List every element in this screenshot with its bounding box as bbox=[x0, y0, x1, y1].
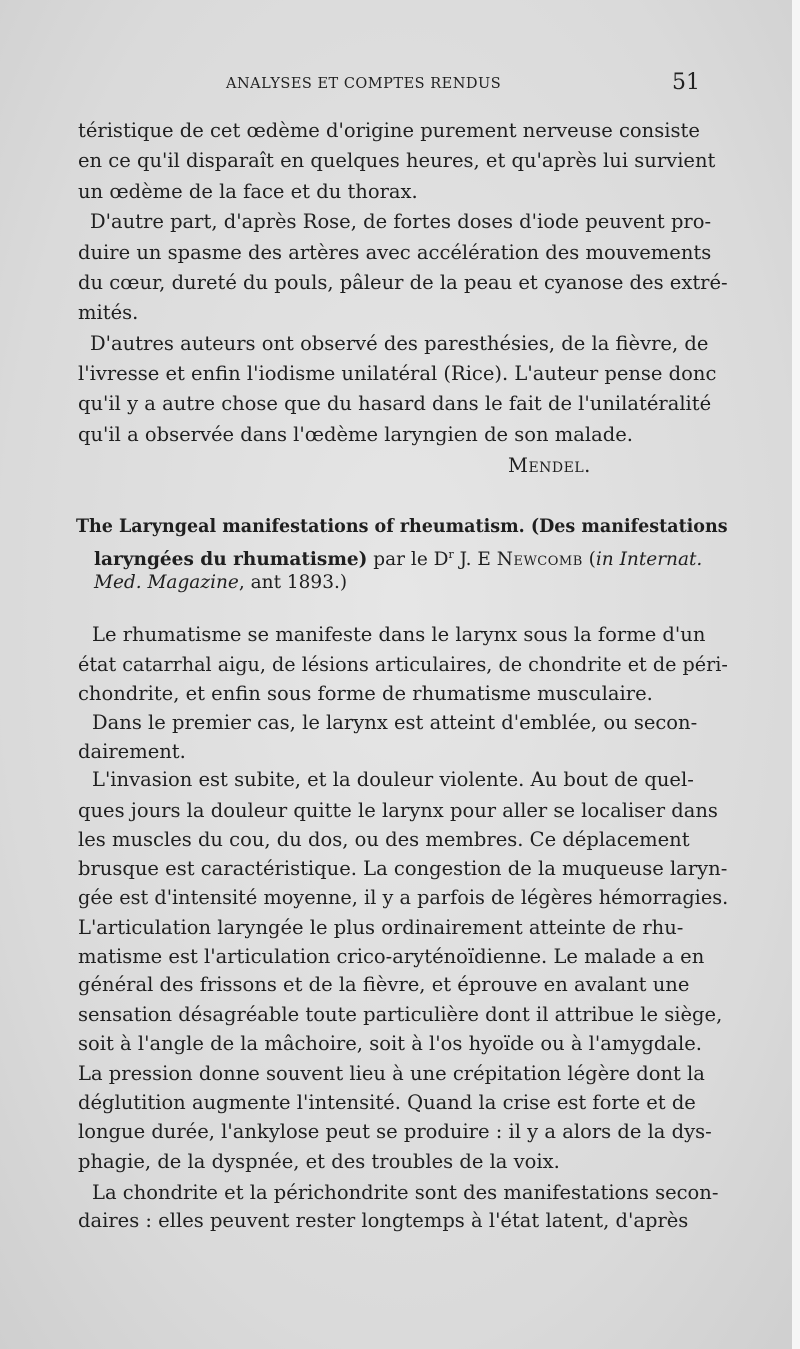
paren-open: ( bbox=[582, 549, 596, 571]
text-line: ques jours la douleur quitte le larynx pour aller se localiser dans bbox=[78, 799, 718, 822]
page-edge bbox=[792, 0, 800, 1349]
running-head: ANALYSES ET COMPTES RENDUS bbox=[226, 76, 502, 92]
text-line: La pression donne souvent lieu à une crépitation légère dont la bbox=[78, 1062, 705, 1085]
text-line: Dans le premier cas, le larynx est atteint d'emblée, ou secon- bbox=[92, 711, 698, 734]
title-french: laryngées du rhumatisme) bbox=[94, 549, 368, 571]
text-line: phagie, de la dyspnée, et des troubles de la voix. bbox=[78, 1150, 560, 1173]
text-line: un œdème de la face et du thorax. bbox=[78, 180, 418, 203]
journal-name-cont: Med. Magazine bbox=[94, 572, 239, 593]
text-line: téristique de cet œdème d'origine purement nerveuse consiste bbox=[78, 119, 700, 142]
text-line: déglutition augmente l'intensité. Quand la crise est forte et de bbox=[78, 1091, 696, 1114]
text-line: l'ivresse et enfin l'iodisme unilatéral (Rice). L'auteur pense donc bbox=[78, 362, 717, 385]
text-line: en ce qu'il disparaît en quelques heures, et qu'après lui survient bbox=[78, 149, 716, 172]
text-line: longue durée, l'ankylose peut se produire : il y a alors de la dys- bbox=[78, 1120, 712, 1143]
text-line: matisme est l'articulation crico-aryténoïdienne. Le malade a en bbox=[78, 945, 705, 968]
title-line: The Laryngeal manifestations of rheumatism. (Des manifestations bbox=[76, 516, 728, 537]
text-line: qu'il y a autre chose que du hasard dans le fait de l'unilatéralité bbox=[78, 392, 712, 415]
text-line: soit à l'angle de la mâchoire, soit à l'os hyoïde ou à l'amygdale. bbox=[78, 1032, 702, 1055]
text-line: La chondrite et la périchondrite sont des manifestations secon- bbox=[92, 1181, 719, 1204]
text-line: général des frissons et de la fièvre, et éprouve en avalant une bbox=[78, 973, 690, 996]
text-line: qu'il a observée dans l'œdème laryngien de son malade. bbox=[78, 423, 633, 446]
text-line: gée est d'intensité moyenne, il y a parfois de légères hémorragies. bbox=[78, 886, 729, 909]
text-line: dairement. bbox=[78, 740, 186, 763]
journal-date: , ant 1893.) bbox=[238, 572, 348, 593]
text-line: daires : elles peuvent rester longtemps à l'état latent, d'après bbox=[78, 1209, 689, 1232]
text-line: D'autre part, d'après Rose, de fortes doses d'iode peuvent pro- bbox=[90, 210, 712, 233]
journal-name: in Internat. bbox=[595, 549, 703, 571]
text-line: du cœur, dureté du pouls, pâleur de la peau et cyanose des extré- bbox=[78, 271, 728, 294]
text-line: D'autres auteurs ont observé des paresthésies, de la fièvre, de bbox=[90, 332, 709, 355]
author-prefix: par le D bbox=[367, 549, 449, 571]
author-title-sup: r bbox=[448, 548, 454, 561]
text-line: sensation désagréable toute particulière dont il attribue le siège, bbox=[78, 1003, 723, 1026]
author-initials: J. E bbox=[453, 549, 497, 571]
text-line: chondrite, et enfin sous forme de rhumatisme musculaire. bbox=[78, 682, 653, 705]
page-header bbox=[0, 70, 800, 100]
text-line: Le rhumatisme se manifeste dans le larynx sous la forme d'un bbox=[92, 623, 706, 646]
text-line: brusque est caractéristique. La congestion de la muqueuse laryn- bbox=[78, 857, 728, 880]
text-line: duire un spasme des artères avec accélération des mouvements bbox=[78, 241, 712, 264]
text-line: L'articulation laryngée le plus ordinairement atteinte de rhu- bbox=[78, 916, 684, 939]
text-line: L'invasion est subite, et la douleur violente. Au bout de quel- bbox=[92, 768, 694, 791]
title-line bbox=[94, 569, 347, 597]
text-line: état catarrhal aigu, de lésions articulaires, de chondrite et de péri- bbox=[78, 653, 728, 676]
author-name: Newcomb bbox=[496, 549, 583, 571]
page-number: 51 bbox=[672, 70, 700, 95]
text-line: les muscles du cou, du dos, ou des membres. Ce déplacement bbox=[78, 828, 690, 851]
author-signature: Mendel. bbox=[508, 454, 591, 477]
text-line: mités. bbox=[78, 301, 139, 324]
